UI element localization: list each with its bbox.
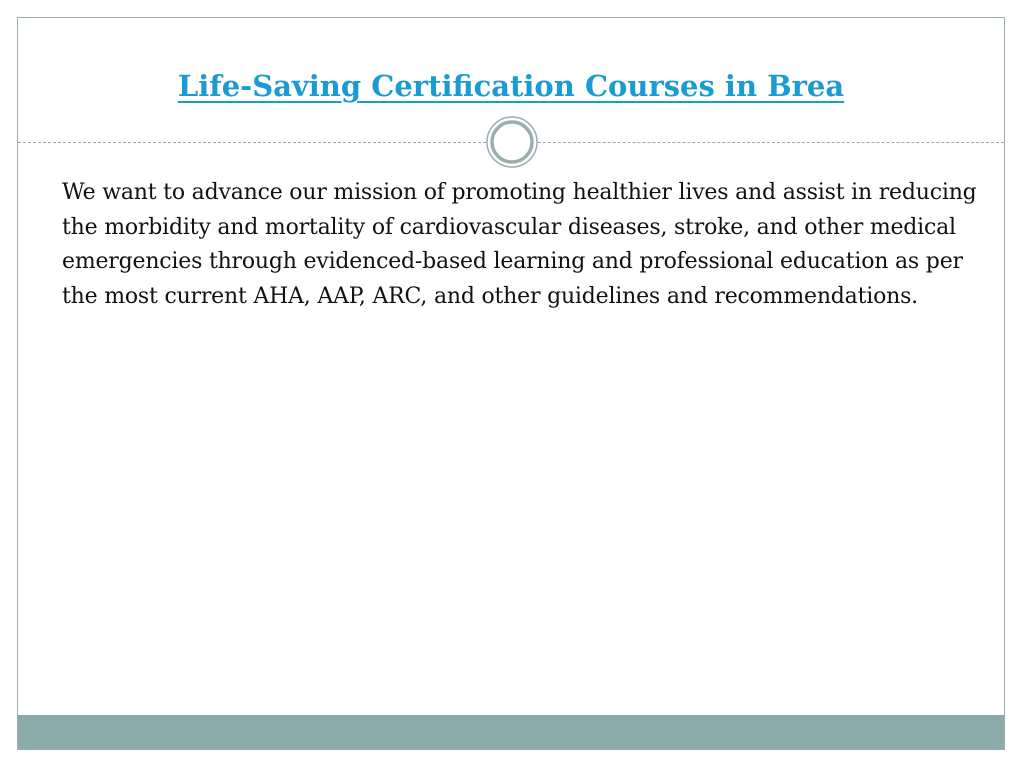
title-divider-right bbox=[538, 142, 1004, 143]
footer-bar bbox=[18, 715, 1004, 749]
slide-title-link[interactable]: Life-Saving Certification Courses in Brea bbox=[177, 69, 845, 103]
circle-ornament-icon bbox=[485, 115, 539, 169]
slide-body-text: We want to advance our mission of promoting healthier lives and assist in reducing the morbidity and mortality of cardiovascular diseases, stroke, and other medical emergencies through evidenced-based learning and professional education as per the most current AHA, AAP, ARC, and other guidelines and recommendations. bbox=[62, 180, 977, 309]
title-divider-left bbox=[18, 142, 486, 143]
